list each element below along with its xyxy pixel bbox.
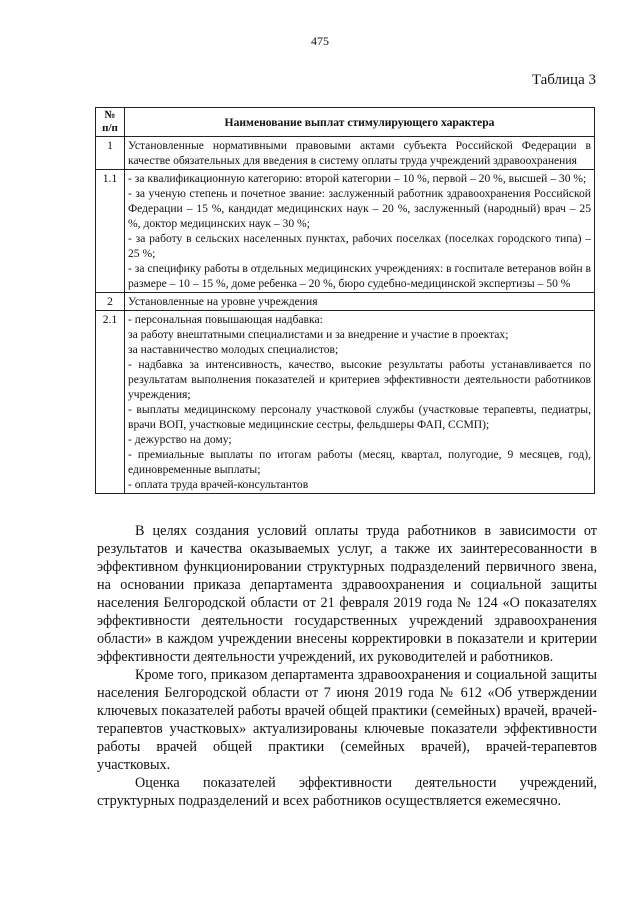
paragraph: Оценка показателей эффективности деятельности учреждений, структурных подразделений и всех работников осуществляется ежемесячно.	[97, 775, 597, 809]
row-line: за наставничество молодых специалистов;	[128, 343, 339, 356]
table-row	[96, 137, 595, 170]
row-line: за работу внештатными специалистами и за внедрение и участие в проектах;	[128, 328, 509, 341]
row-number: 2	[96, 293, 125, 311]
table-body	[96, 137, 595, 494]
header-number: № п/п	[96, 108, 125, 137]
row-line: - дежурство на дому;	[128, 433, 232, 446]
row-number: 1	[96, 137, 125, 170]
row-line: - оплата труда врачей-консультантов	[128, 478, 309, 491]
payments-table	[95, 107, 595, 494]
paragraph: Кроме того, приказом департамента здравоохранения и социальной защиты населения Белгородской области от 7 июня 2019 года № 612 «Об утверждении ключевых показателей работы врачей общей практики (семейных) врачей, врачей-терапевтов участковых» актуализированы ключевые показатели эффективности работы врачей общей практики (семейных врачей), врачей-терапевтов участковых.	[97, 667, 597, 773]
row-line: - за специфику работы в отдельных медицинских учреждениях: в госпитале ветеранов войн в размере – 10 – 15 %, доме ребенка – 20 %, бюро судебно-медицинской экспертизы – 50 %	[128, 262, 591, 290]
row-line: Установленные нормативными правовыми актами субъекта Российской Федерации в качестве обязательных для введения в систему оплаты труда учреждений здравоохранения	[128, 139, 591, 167]
body-text	[97, 522, 597, 810]
row-content	[125, 293, 595, 311]
row-line: - за работу в сельских населенных пунктах, рабочих поселках (поселках городского типа) – 25 %;	[128, 232, 591, 260]
table-row	[96, 170, 595, 293]
header-title: Наименование выплат стимулирующего характера	[125, 108, 595, 137]
row-line: - надбавка за интенсивность, качество, высокие результаты работы устанавливается по результатам выполнения показателей и критериев эффективности деятельности работников учреждения;	[128, 358, 591, 401]
table-header-row	[96, 108, 595, 137]
row-line: - премиальные выплаты по итогам работы (месяц, квартал, полугодие, 9 месяцев, год), единовременные выплаты;	[128, 448, 591, 476]
row-content	[125, 137, 595, 170]
table-row	[96, 293, 595, 311]
row-line: - за квалификационную категорию: второй категории – 10 %, первой – 20 %, высшей – 30 %;	[128, 172, 587, 185]
table-caption: Таблица 3	[531, 72, 596, 88]
page-number: 475	[311, 34, 329, 48]
row-number: 1.1	[96, 170, 125, 293]
row-number: 2.1	[96, 311, 125, 494]
row-content	[125, 311, 595, 494]
row-content	[125, 170, 595, 293]
row-line: - за ученую степень и почетное звание: заслуженный работник здравоохранения Российской Федерации – 15 %, кандидат медицинских наук – 20 %, заслуженный (народный) врач – 25 %, доктор медицинских наук – 30 %;	[128, 187, 591, 230]
row-line: Установленные на уровне учреждения	[128, 295, 318, 308]
row-line: - персональная повышающая надбавка:	[128, 313, 323, 326]
table-row	[96, 311, 595, 494]
paragraph: В целях создания условий оплаты труда работников в зависимости от результатов и качества оказываемых услуг, а также их заинтересованности в эффективном функционировании структурных подразделений первичного звена, на основании приказа департамента здравоохранения и социальной защиты населения Белгородской области от 21 февраля 2019 года № 124 «О показателях эффективности деятельности государственных учреждений здравоохранения области» в каждом учреждении внесены корректировки в показатели и критерии эффективности деятельности учреждений, их руководителей и работников.	[97, 523, 597, 665]
row-line: - выплаты медицинскому персоналу участковой службы (участковые терапевты, педиатры, врачи ВОП, участковые медицинские сестры, фельдшеры ФАП, ССМП);	[128, 403, 591, 431]
